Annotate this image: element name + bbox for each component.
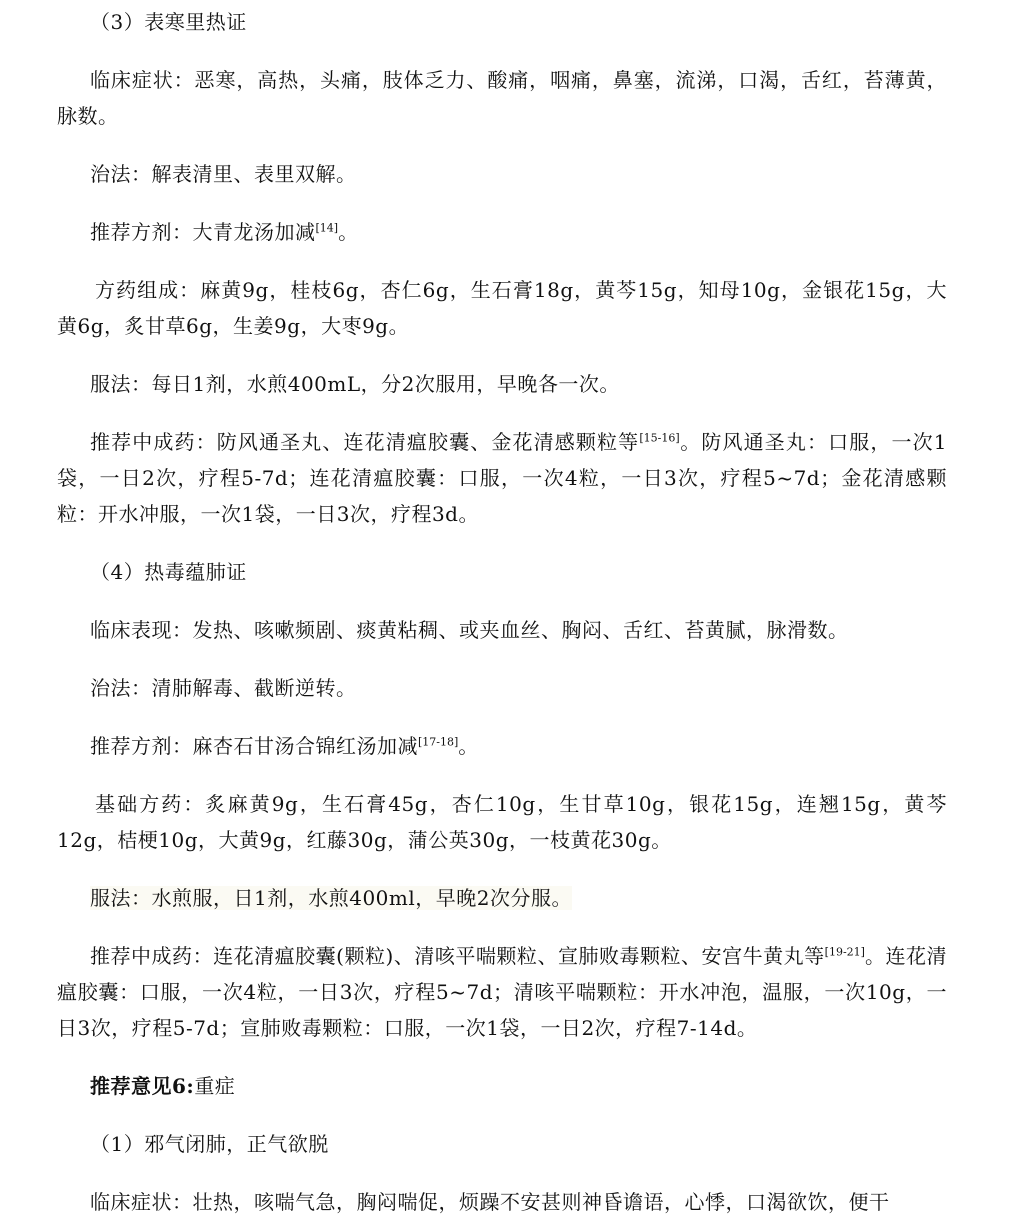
citation-ref: [15-16] bbox=[639, 431, 680, 445]
paragraph-clinical-symptoms-severe: 临床症状：壮热，咳喘气急，胸闷喘促，烦躁不安甚则神昏谵语，心悸，口渴欲饮，便干 bbox=[90, 1190, 890, 1214]
recommendation-label: 推荐意见6: bbox=[90, 1074, 195, 1098]
paragraph-treatment-method-2: 治法：清肺解毒、截断逆转。 bbox=[90, 676, 357, 700]
formula-text: 推荐方剂：大青龙汤加减 bbox=[90, 220, 316, 244]
section-heading-biao-han-li-re: （3）表寒里热证 bbox=[90, 10, 247, 34]
paragraph-basic-formula: 基础方药：炙麻黄9g，生石膏45g，杏仁10g，生甘草10g，银花15g，连翘15g，黄芩12g，桔梗10g，大黄9g，红藤30g，蒲公英30g，一枝黄花30g。 bbox=[57, 792, 947, 852]
paragraph-recommended-formula: 推荐方剂：大青龙汤加减[14]。 bbox=[90, 220, 359, 244]
paragraph-clinical-symptoms: 临床症状：恶寒，高热，头痛，肢体乏力、酸痛，咽痛，鼻塞，流涕，口渴，舌红，苔薄黄，脉数。 bbox=[57, 68, 947, 128]
citation-ref: [19-21] bbox=[824, 945, 865, 959]
paragraph-recommended-formula-2: 推荐方剂：麻杏石甘汤合锦红汤加减[17-18]。 bbox=[90, 734, 479, 758]
paragraph-clinical-manifestation: 临床表现：发热、咳嗽频剧、痰黄粘稠、或夹血丝、胸闷、舌红、苔黄腻，脉滑数。 bbox=[90, 618, 849, 642]
section-heading-xie-qi-bi-fei: （1）邪气闭肺，正气欲脱 bbox=[90, 1132, 329, 1156]
section-heading-re-du-yun-fei: （4）热毒蕴肺证 bbox=[90, 560, 247, 584]
citation-ref: [17-18] bbox=[418, 735, 459, 749]
paragraph-treatment-method: 治法：解表清里、表里双解。 bbox=[90, 162, 357, 186]
recommendation-heading-severe: 推荐意见6:重症 bbox=[90, 1074, 236, 1098]
paragraph-recommended-patent-medicine-2: 推荐中成药：连花清瘟胶囊(颗粒)、清咳平喘颗粒、宣肺败毒颗粒、安宫牛黄丸等[19-21]。连花清瘟胶囊：口服，一次4粒，一日3次，疗程5~7d；清咳平喘颗粒：开水冲泡，温服，一次10g，一日3次，疗程5-7d；宣肺败毒颗粒：口服，一次1袋，一日2次，疗程7-14d。 bbox=[57, 944, 948, 1040]
paragraph-formula-composition: 方药组成：麻黄9g，桂枝6g，杏仁6g，生石膏18g，黄芩15g，知母10g，金银花15g，大黄6g，炙甘草6g，生姜9g，大枣9g。 bbox=[57, 278, 947, 338]
paragraph-administration-2: 服法：水煎服，日1剂，水煎400ml，早晚2次分服。 bbox=[90, 886, 572, 910]
paragraph-administration: 服法：每日1剂，水煎400mL，分2次服用，早晚各一次。 bbox=[90, 372, 620, 396]
citation-ref: [14] bbox=[315, 221, 339, 235]
paragraph-recommended-patent-medicine: 推荐中成药：防风通圣丸、连花清瘟胶囊、金花清感颗粒等[15-16]。防风通圣丸：口服，一次1袋，一日2次，疗程5-7d；连花清瘟胶囊：口服，一次4粒，一日3次，疗程5~7d；金花清感颗粒：开水冲服，一次1袋，一日3次，疗程3d。 bbox=[57, 430, 947, 526]
